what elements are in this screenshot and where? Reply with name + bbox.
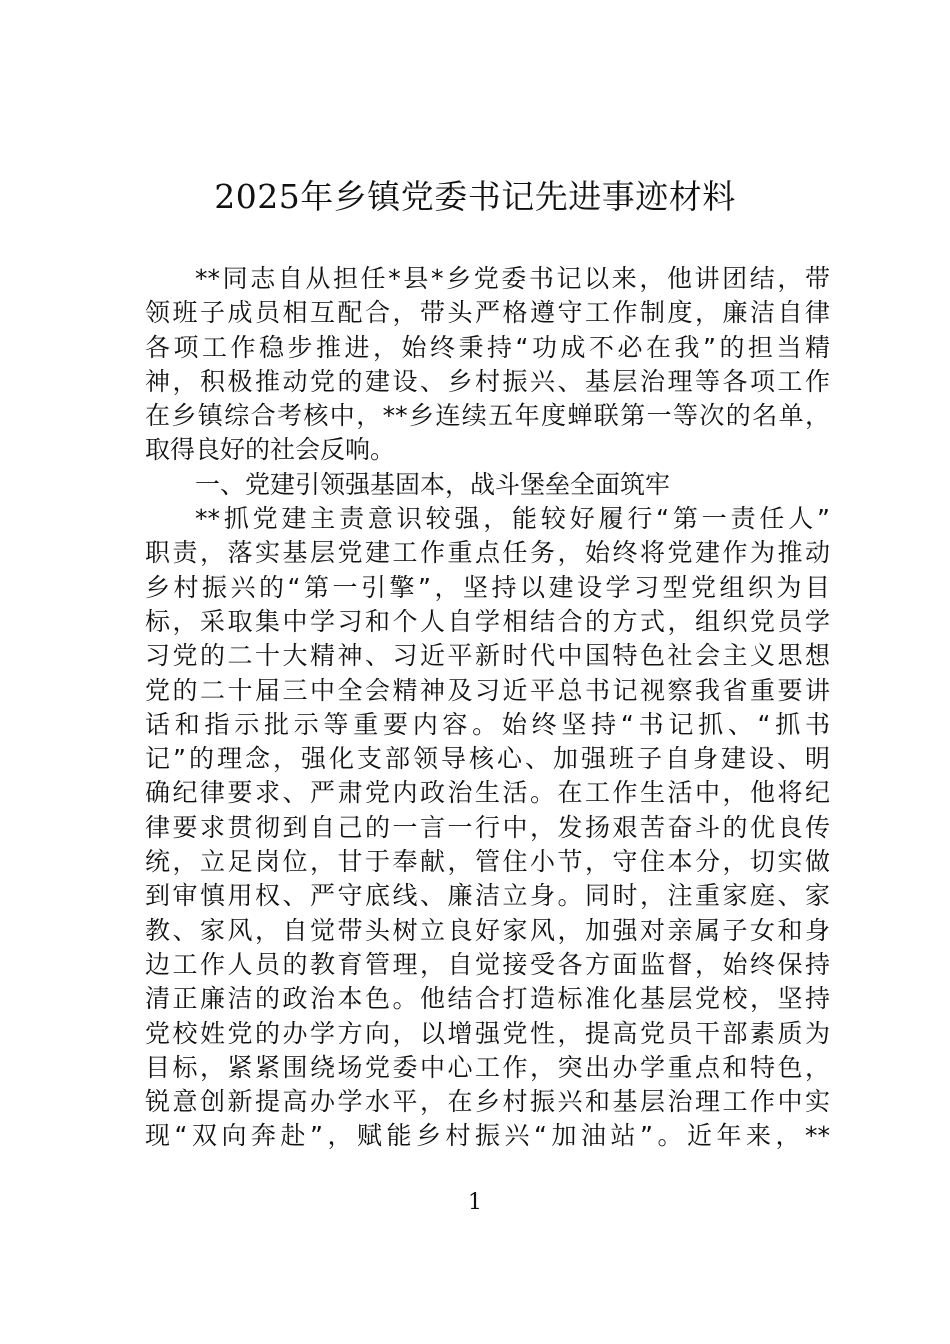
text-line: 现“双向奔赴”，赋能乡村振兴“加油站”。近年来，** xyxy=(145,1121,830,1151)
paragraph-party-building xyxy=(145,502,830,1154)
text-line: **同志自从担任*县*乡党委书记以来，他讲团结，带 xyxy=(195,264,830,293)
text-line: 统，立足岗位，甘于奉献，管住小节，守住本分，切实做 xyxy=(145,847,830,877)
text-line: **抓党建主责意识较强，能较好履行“第一责任人” xyxy=(195,504,830,534)
text-line: 取得良好的社会反响。 xyxy=(145,435,396,465)
text-line: 标，采取集中学习和个人自学相结合的方式，组织党员学 xyxy=(145,606,830,636)
page-number: 1 xyxy=(468,1190,482,1215)
text-line: 各项工作稳步推进，始终秉持“功成不必在我”的担当精 xyxy=(145,332,830,362)
section-heading: 一、党建引领强基固本，战斗堡垒全面筑牢 xyxy=(195,469,671,499)
text-line: 职责，落实基层党建工作重点任务，始终将党建作为推动 xyxy=(145,538,830,568)
text-line: 清正廉洁的政治本色。他结合打造标准化基层党校，坚持 xyxy=(145,984,830,1014)
text-line: 乡村振兴的“第一引擎”，坚持以建设学习型党组织为目 xyxy=(145,572,830,602)
text-line: 习党的二十大精神、习近平新时代中国特色社会主义思想 xyxy=(145,641,830,671)
text-line: 党校姓党的办学方向，以增强党性，提高党员干部素质为 xyxy=(145,1018,830,1048)
document-title: 2025年乡镇党委书记先进事迹材料 xyxy=(214,177,736,216)
text-line: 党的二十届三中全会精神及习近平总书记视察我省重要讲 xyxy=(145,675,830,705)
text-line: 在乡镇综合考核中，**乡连续五年度蝉联第一等次的名单， xyxy=(145,401,830,431)
text-line: 教、家风，自觉带头树立良好家风，加强对亲属子女和身 xyxy=(145,915,830,945)
text-line: 目标，紧紧围绕场党委中心工作，突出办学重点和特色， xyxy=(145,1052,830,1082)
text-line: 律要求贯彻到自己的一言一行中，发扬艰苦奋斗的优良传 xyxy=(145,812,830,842)
text-line: 神，积极推动党的建设、乡村振兴、基层治理等各项工作 xyxy=(145,366,830,396)
text-line: 到审慎用权、严守底线、廉洁立身。同时，注重家庭、家 xyxy=(145,881,830,911)
text-line: 锐意创新提高办学水平，在乡村振兴和基层治理工作中实 xyxy=(145,1087,830,1117)
document-body xyxy=(145,262,830,1154)
text-line: 话和指示批示等重要内容。始终坚持“书记抓、“抓书 xyxy=(145,709,830,739)
paragraph-intro xyxy=(145,262,830,468)
text-line: 记”的理念，强化支部领导核心、加强班子自身建设、明 xyxy=(145,744,830,774)
text-line: 领班子成员相互配合，带头严格遵守工作制度，廉洁自律 xyxy=(145,298,830,328)
text-line: 确纪律要求、严肃党内政治生活。在工作生活中，他将纪 xyxy=(145,778,830,808)
text-line: 边工作人员的教育管理，自觉接受各方面监督，始终保持 xyxy=(145,949,830,979)
